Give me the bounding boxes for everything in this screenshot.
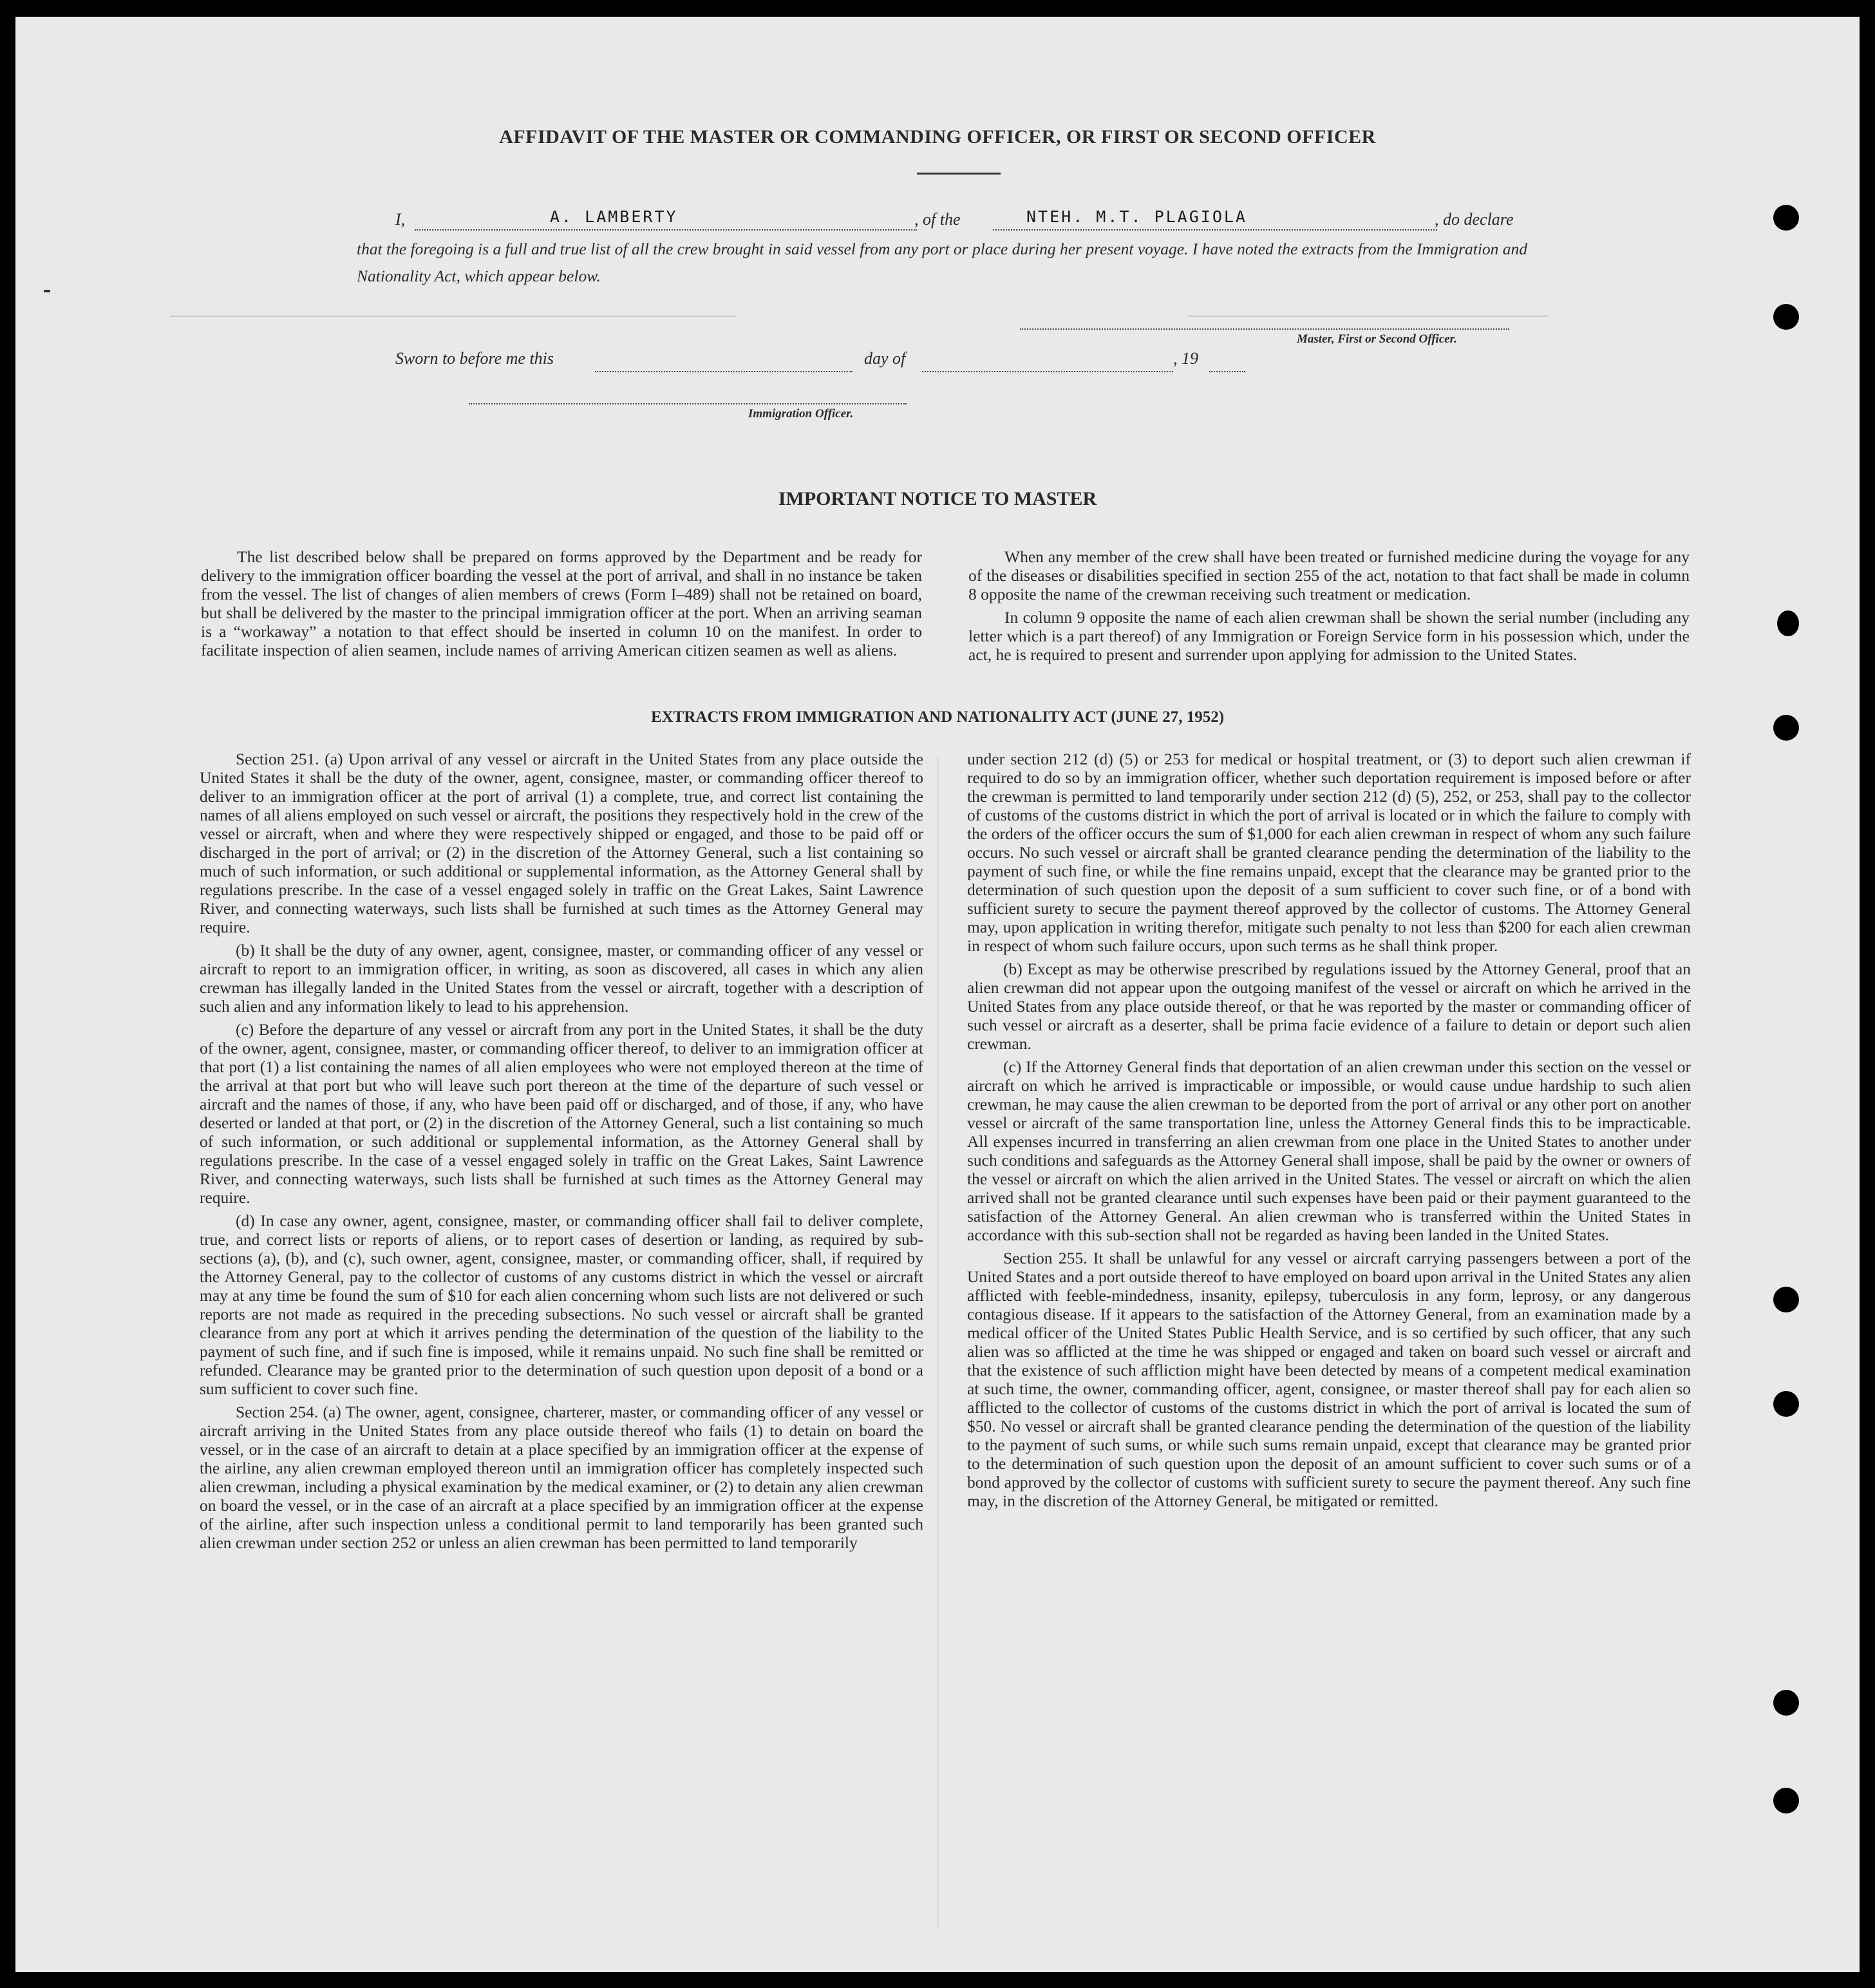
day-of-label: day of	[864, 349, 906, 368]
punch-hole	[1773, 304, 1799, 330]
declare-label: , do declare	[1435, 210, 1514, 229]
punch-hole	[1773, 1391, 1799, 1417]
section-254-c: (c) If the Attorney General finds that deportation of an alien crewman under this section on the vessel or aircraft on which he arrived is impracticable or impossible, or would cause undue hardship to such alien crewman, he may cause the alien crewman to be deported from the port of arrival or any other port on another vessel or aircraft of the same transportation line, unless the Attorney General finds this to be impracticable. All expenses incurred in transferring an alien crewman from one place in the United States to another under such conditions and safeguards as the Attorney General shall impose, shall be paid by the owner or owners of the vessel or aircraft on which the alien arrived in the United States. The vessel or aircraft on which the alien arrived shall not be granted clearance until such expenses have been paid or their payment guaranteed to the satisfaction of the Attorney General. An alien crewman who is transferred within the United States in accordance with this sub-section shall not be regarded as having been landed in the United States.	[967, 1057, 1691, 1244]
document-page	[15, 17, 1860, 1972]
section-251-d: (d) In case any owner, agent, consignee, master, or commanding officer shall fail to deliver complete, true, and correct lists or reports of aliens, or to report cases of desertion or landing, as required by sub-sections (a), (b), and (c), such owner, agent, consignee, master, or commanding officer, shall, if required by the Attorney General, pay to the collector of customs of any customs district in which the vessel or aircraft may at any time be found the sum of $10 for each alien concerning whom such lists are not delivered or such reports are not made as required in the preceding subsections. No such vessel or aircraft shall be granted clearance from any port at which it arrives pending the determination of the question of the liability to the payment of such fine, and if such fine is imposed, while it remains unpaid. No such fine shall be remitted or refunded. Clearance may be granted prior to the determination of such question upon deposit of a bond or a sum sufficient to cover such fine.	[200, 1211, 923, 1398]
punch-hole	[1777, 611, 1799, 636]
section-251-a: Section 251. (a) Upon arrival of any vessel or aircraft in the United States from any place outside the United States it shall be the duty of the owner, agent, consignee, master, or commanding officer thereof to deliver to an immigration officer at the port of arrival (1) a complete, true, and correct list containing the names of all aliens employed on such vessel or aircraft, the positions they respectively hold in the crew of the vessel or aircraft, when and where they were respectively shipped or engaged, and those to be paid off or discharged in the port of arrival; or (2) in the discretion of the Attorney General, such a list containing so much of such information, or such additional or supplemental information, as the Attorney General shall by regulations prescribe. In the case of a vessel engaged solely in traffic on the Great Lakes, Saint Lawrence River, and connecting waterways, such lists shall be furnished at such times as the Attorney General may require.	[200, 750, 923, 936]
punch-hole	[1773, 1287, 1799, 1312]
year-label: , 19	[1173, 349, 1198, 368]
notice-title: IMPORTANT NOTICE TO MASTER	[778, 488, 1097, 509]
punch-hole	[1773, 1690, 1799, 1716]
extracts-right-column	[967, 750, 1691, 1515]
margin-mark	[44, 290, 50, 292]
notice-right-paragraph-2: In column 9 opposite the name of each alien crewman shall be shown the serial number (including any letter which is a part thereof) of any Immigration or Foreign Service form in his possession which, under the act, he is required to present and surrender upon applying for admission to the United States.	[968, 608, 1690, 664]
officer-signature-line[interactable]	[469, 401, 907, 404]
notice-left-paragraph: The list described below shall be prepared on forms approved by the Department and be ready for delivery to the immigration officer boarding the vessel at the port of arrival, and shall in no instance be taken from the vessel. The list of changes of alien members of crews (Form I–489) shall not be retained on board, but shall be delivered by the master to the principal immigration officer at the port. When an arriving seaman is a “workaway” a notation to that effect should be inserted in column 10 on the manifest. In order to facilitate inspection of alien seamen, include names of arriving American citizen seamen as well as aliens.	[201, 547, 922, 659]
punch-hole	[1773, 1788, 1799, 1813]
notice-right-column	[968, 547, 1690, 668]
section-251-b: (b) It shall be the duty of any owner, agent, consignee, master, or commanding officer of any vessel or aircraft to report to an immigration officer, in writing, as soon as discovered, all cases in which any alien crewman has illegally landed in the United States from the vessel or aircraft, together with a description of such alien and any information likely to lead to his apprehension.	[200, 941, 923, 1016]
i-label: I,	[395, 210, 406, 229]
bleed-line	[1187, 316, 1548, 317]
section-254-a-continued: under section 212 (d) (5) or 253 for medical or hospital treatment, or (3) to deport such alien crewman if required to do so by an immigration officer, whether such deportation requirement is imposed before or after the crewman is permitted to land temporarily under section 212 (d) (5), 252, or 253, shall pay to the collector of customs of the customs district in which the port of arrival is located or in which the failure to comply with the orders of the officer occurs the sum of $1,000 for each alien crewman in respect of whom any such failure occurs. No such vessel or aircraft shall be granted clearance pending the determination of the liability to the payment of such fine, or while the fine remains unpaid, except that the clearance may be granted prior to the determination of such question upon the deposit of a sum sufficient to cover such fine, or of a bond with sufficient surety to secure the payment thereof approved by the collector of customs. The Attorney General may, upon application in writing therefor, mitigate such penalty to not less than $200 for each alien crewman in respect of whom such failure occurs, upon such terms as he shall think proper.	[967, 750, 1691, 955]
section-254-b: (b) Except as may be otherwise prescribed by regulations issued by the Attorney General, proof that an alien crewman did not appear upon the outgoing manifest of the vessel or aircraft on which he arrived in the United States from any place outside thereof, or that he was reported by the master or commanding officer of such vessel or aircraft as a deserter, shall be prima facie evidence of a failure to detain or deport such alien crewman.	[967, 960, 1691, 1053]
affidavit-statement: that the foregoing is a full and true list of all the crew brought in said vessel from any port or place during her present voyage. I have noted the extracts from the Immigration and Nationality Act, which appear below.	[357, 240, 1528, 285]
master-signature-line[interactable]	[1020, 326, 1509, 330]
punch-hole	[1773, 205, 1799, 231]
vessel-name-field[interactable]	[993, 207, 1437, 231]
vessel-name-value: NTEH. M.T. PLAGIOLA	[1026, 207, 1247, 226]
sworn-label: Sworn to before me this	[395, 349, 554, 368]
bleed-line	[170, 316, 737, 317]
punch-hole	[1773, 715, 1799, 741]
extracts-left-column	[200, 750, 923, 1557]
section-251-c: (c) Before the departure of any vessel or aircraft from any port in the United States, it shall be the duty of the owner, agent, consignee, master, or commanding officer thereof, to deliver to an immigration officer at that port (1) a list containing the names of all alien employees who were not employed thereon at the time of the arrival at that port but who will leave such port thereon at the time of the departure of such vessel or aircraft and the names of those, if any, who have been paid off or discharged, and of those, if any, who have deserted or landed at that port, or (2) in the discretion of the Attorney General, such a list containing so much of such information, or such additional or supplemental information, as the Attorney General shall by regulations prescribe. In the case of a vessel engaged solely in traffic on the Great Lakes, Saint Lawrence River, and connecting waterways, such lists shall be furnished at such times as the Attorney General may require.	[200, 1020, 923, 1207]
section-255: Section 255. It shall be unlawful for any vessel or aircraft carrying passengers between a port of the United States and a port outside thereof to have employed on board upon arrival in the United States any alien afflicted with feeble-mindedness, insanity, epilepsy, tuberculosis in any form, leprosy, or any dangerous contagious disease. If it appears to the satisfaction of the Attorney General, from an examination made by a medical officer of the United States Public Health Service, and is so certified by such officer, that any such alien was so afflicted at the time he was shipped or engaged and taken on board such vessel or aircraft and that the existence of such affliction might have been detected by means of a competent medical examination at such time, the owner, commanding officer, agent, consignee, or master thereof shall pay for each alien so afflicted to the collector of customs of the customs district in which the port of arrival is located the sum of $50. No vessel or aircraft shall be granted clearance pending the determination of the question of the liability to the payment of such sums, or while such sums remain unpaid, except that clearance may be granted prior to the determination of such question upon the deposit of an amount sufficient to cover such sums or of a bond approved by the collector of customs with sufficient surety to secure the payment thereof. Any such fine may, in the discretion of the Attorney General, be mitigated or remitted.	[967, 1249, 1691, 1510]
master-signature-label: Master, First or Second Officer.	[1297, 332, 1457, 346]
notice-left-column	[201, 547, 922, 664]
sworn-year-field[interactable]	[1209, 352, 1245, 372]
master-name-field[interactable]	[415, 207, 917, 231]
title-rule	[917, 173, 1001, 175]
center-fold	[938, 757, 939, 1929]
notice-right-paragraph-1: When any member of the crew shall have been treated or furnished medicine during the voyage for any of the diseases or disabilities specified in section 255 of the act, notation to that fact shall be made in column 8 opposite the name of the crewman receiving such treatment or medication.	[968, 547, 1690, 603]
of-the-label: , of the	[914, 210, 961, 229]
extracts-title: EXTRACTS FROM IMMIGRATION AND NATIONALITY ACT (JUNE 27, 1952)	[650, 708, 1225, 726]
sworn-month-field[interactable]	[922, 352, 1173, 372]
sworn-day-field[interactable]	[595, 352, 853, 372]
master-name-value: A. LAMBERTY	[550, 207, 678, 226]
officer-signature-label: Immigration Officer.	[748, 407, 854, 421]
affidavit-title: AFFIDAVIT OF THE MASTER OR COMMANDING OFFICER, OR FIRST OR SECOND OFFICER	[499, 126, 1376, 147]
section-254-a: Section 254. (a) The owner, agent, consignee, charterer, master, or commanding officer of any vessel or aircraft arriving in the United States from any place outside thereof who fails (1) to detain on board the vessel, or in the case of an aircraft to detain at a place specified by an immigration officer at the expense of the airline, any alien crewman employed thereon until an immigration officer has completely inspected such alien crewman, including a physical examination by the medical examiner, or (2) to detain any alien crewman on board the vessel, or in the case of an aircraft at a place specified by an immigration officer at the expense of the airline, after such inspection unless a conditional permit to land temporarily has been granted such alien crewman under section 252 or unless an alien crewman has been permitted to land temporarily	[200, 1403, 923, 1552]
